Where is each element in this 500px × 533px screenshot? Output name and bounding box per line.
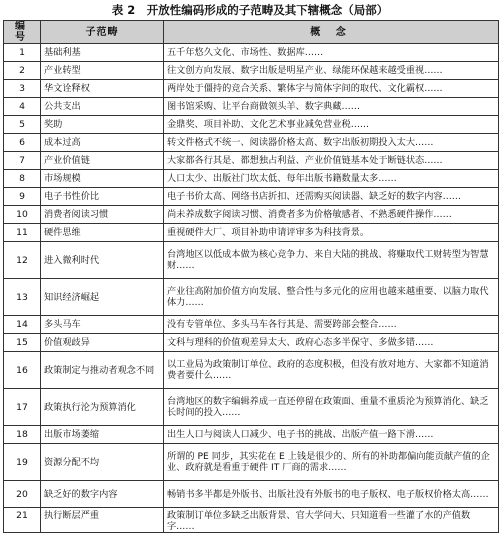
cell-number: 11 [4,224,41,242]
table-body [4,44,499,533]
cell-concepts: 图书馆采购、让平台商做领头羊、数字典藏…… [164,98,499,116]
cell-subcategory: 价值观歧异 [41,334,164,352]
cell-subcategory: 政策制定与推动者观念不同 [41,352,164,389]
cell-subcategory: 出版市场萎缩 [41,426,164,444]
cell-number: 13 [4,279,41,316]
cell-subcategory: 产业转型 [41,62,164,80]
cell-concepts: 出生人口与阅读人口减少、电子书的挑战、出版产值一路下滑…… [164,426,499,444]
cell-subcategory: 消费者阅读习惯 [41,206,164,224]
cell-number: 8 [4,170,41,188]
cell-subcategory: 知识经济崛起 [41,279,164,316]
cell-subcategory: 政策执行沦为预算消化 [41,389,164,426]
table-row [4,188,499,206]
cell-concepts: 电子书价太高、网络书店折扣、还需购买阅读器、缺乏好的数字内容…… [164,188,499,206]
cell-number: 9 [4,188,41,206]
cell-concepts: 畅销书多半都是外版书、出版社没有外版书的电子版权、电子版权价格太高…… [164,481,499,508]
cell-subcategory: 成本过高 [41,134,164,152]
cell-subcategory: 硬件思维 [41,224,164,242]
cell-subcategory: 华文诠释权 [41,80,164,98]
header-concepts: 概 念 [164,21,499,44]
table-row [4,352,499,389]
table-row [4,426,499,444]
cell-number: 3 [4,80,41,98]
table-row [4,116,499,134]
cell-concepts: 政策制订单位多缺乏出版背景、官大学问大、只知道看一些灌了水的产值数字…… [164,508,499,533]
cell-concepts: 重视硬件大厂、项目补助申请评审多为科技背景。 [164,224,499,242]
cell-subcategory: 资源分配不均 [41,444,164,481]
table-row [4,316,499,334]
cell-number: 5 [4,116,41,134]
cell-concepts: 台湾地区的数字编辑养成一直还停留在政策面、重量不重质沦为预算消化、缺乏长时间的投入…… [164,389,499,426]
table-header-row [4,21,499,44]
cell-number: 10 [4,206,41,224]
table-row [4,389,499,426]
cell-number: 14 [4,316,41,334]
cell-subcategory: 缺乏好的数字内容 [41,481,164,508]
cell-concepts: 大家都各行其是、都想独占利益、产业价值链基本处于断链状态…… [164,152,499,170]
cell-concepts: 五千年悠久文化、市场性、数据库…… [164,44,499,62]
cell-number: 16 [4,352,41,389]
cell-concepts: 金鼎奖、项目补助、文化艺术事业减免营业税…… [164,116,499,134]
cell-subcategory: 基础利基 [41,44,164,62]
cell-subcategory: 奖助 [41,116,164,134]
cell-concepts: 尚未养成数字阅读习惯、消费者多为价格敏感者、不熟悉硬件操作…… [164,206,499,224]
table-row [4,44,499,62]
cell-number: 1 [4,44,41,62]
table-row [4,242,499,279]
table-row [4,80,499,98]
cell-number: 2 [4,62,41,80]
cell-number: 18 [4,426,41,444]
cell-number: 7 [4,152,41,170]
cell-subcategory: 产业价值链 [41,152,164,170]
cell-number: 19 [4,444,41,481]
cell-concepts: 没有专管单位、多头马车各行其是、需要跨部会整合…… [164,316,499,334]
header-number: 编 号 [4,21,41,44]
cell-subcategory: 市场规模 [41,170,164,188]
cell-subcategory: 进入微利时代 [41,242,164,279]
cell-number: 4 [4,98,41,116]
header-subcategory: 子范畴 [41,21,164,44]
table-row [4,152,499,170]
cell-concepts: 两岸处于僵持的竞合关系、繁体字与简体字间的取代、文化霸权…… [164,80,499,98]
cell-concepts: 人口太少、出版社门坎太低、每年出版书籍数量太多…… [164,170,499,188]
cell-concepts: 转文件格式不统一、阅读器价格太高、数字出版初期投入太大…… [164,134,499,152]
cell-number: 21 [4,508,41,533]
cell-concepts: 文科与理科的价值观差异太大、政府心态多半保守、多做多错…… [164,334,499,352]
cell-concepts: 往文创方向发展、数字出版是明星产业、绿能环保越来越受重视…… [164,62,499,80]
table-row [4,98,499,116]
cell-concepts: 所谓的 PE 同步，其实花在 E 上钱是很少的、所有的补助都偏向能贡献产值的企业、政府就是看重于硬件 IT 厂商的需求…… [164,444,499,481]
table-row [4,444,499,481]
cell-subcategory: 电子书性价比 [41,188,164,206]
cell-number: 15 [4,334,41,352]
table-row [4,481,499,508]
table-row [4,62,499,80]
cell-subcategory: 多头马车 [41,316,164,334]
cell-number: 6 [4,134,41,152]
concept-table [3,20,499,533]
cell-number: 12 [4,242,41,279]
table-caption: 表 2 开放性编码形成的子范畴及其下辖概念（局部） [111,3,389,17]
table-row [4,206,499,224]
cell-concepts: 台湾地区以低成本做为核心竞争力、来自大陆的挑战、将赚取代工财转型为智慧财…… [164,242,499,279]
cell-subcategory: 执行断层严重 [41,508,164,533]
table-row [4,134,499,152]
cell-number: 20 [4,481,41,508]
table-row [4,334,499,352]
cell-concepts: 以工业局为政策制订单位、政府的态度积极，但没有放对地方、大家都不知道消费者要什么…… [164,352,499,389]
cell-number: 17 [4,389,41,426]
cell-concepts: 产业往高附加价值方向发展、整合性与多元化的应用也越来越重要、以脑力取代体力…… [164,279,499,316]
table-row [4,170,499,188]
table-row [4,279,499,316]
cell-subcategory: 公共支出 [41,98,164,116]
table-row [4,508,499,533]
table-row [4,224,499,242]
